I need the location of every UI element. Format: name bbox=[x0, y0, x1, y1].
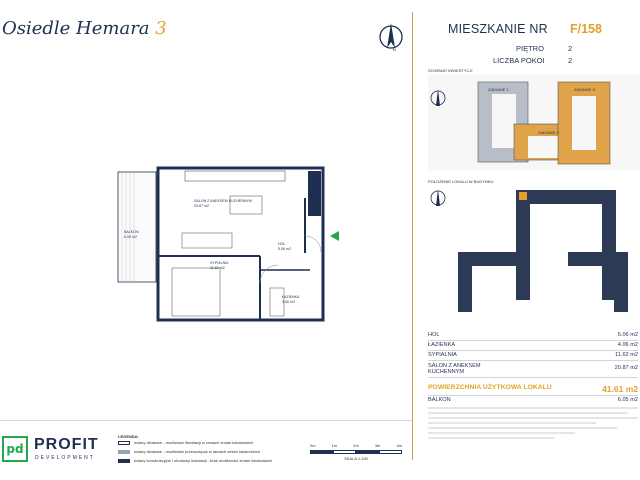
scale-tick: 0m bbox=[310, 443, 316, 448]
area-row-label: BALKON bbox=[428, 397, 451, 403]
room-label-lazienka: ŁAZIENKA bbox=[282, 295, 300, 299]
floor-label: PIĘTRO bbox=[516, 44, 544, 53]
project-title-text: Osiedle Hemara bbox=[2, 18, 150, 39]
area-row-label: SALON Z ANEKSEM KUCHENNYM bbox=[428, 363, 481, 375]
legend-item bbox=[118, 440, 272, 445]
rooms-label: LICZBA POKOI bbox=[493, 56, 545, 65]
project-title bbox=[2, 18, 167, 39]
scale-segments bbox=[310, 450, 402, 454]
scale-ticks bbox=[310, 443, 402, 448]
legend-text: ściany konstrukcyjne i obudowy instalacji - brak możliwości zmian lokatorskich bbox=[134, 458, 273, 463]
footer-divider bbox=[0, 420, 412, 421]
site-label-zadanie-2: ZADANIE 2 bbox=[538, 130, 559, 135]
area-row-label: HOL bbox=[428, 332, 440, 338]
area-row-label: SYPIALNIA bbox=[428, 352, 457, 358]
scale-tick: 4m bbox=[396, 443, 402, 448]
floor-value: 2 bbox=[568, 44, 573, 53]
scale-tick: 1m bbox=[331, 443, 338, 448]
site-plan-label: SCHEMAT INWESTYCJI bbox=[428, 68, 473, 73]
scale-bar bbox=[310, 443, 402, 461]
room-area-balkon: 6.05 m2 bbox=[124, 235, 137, 239]
area-row-value: 4.06 m2 bbox=[617, 342, 638, 348]
scale-label: SKALA 1:100 bbox=[344, 456, 368, 461]
site-label-zadanie-1: ZADANIE 1 bbox=[488, 87, 509, 92]
area-row-value: 6.05 m2 bbox=[617, 397, 638, 403]
north-arrow-icon bbox=[378, 22, 404, 52]
legend-swatch bbox=[118, 459, 130, 463]
apartment-label: MIESZKANIE NR bbox=[448, 22, 548, 36]
room-area-lazienka: 4.06 m2 bbox=[282, 300, 295, 304]
scale-tick: 3m bbox=[374, 443, 381, 448]
area-row-salon bbox=[428, 362, 638, 376]
company-name: PROFIT bbox=[34, 436, 99, 453]
area-row-balkon bbox=[428, 396, 638, 405]
logo-letters: pd bbox=[6, 442, 24, 456]
room-label-balkon: BALKON bbox=[124, 230, 139, 234]
fine-print bbox=[428, 407, 638, 439]
area-row-value: 5.06 m2 bbox=[617, 332, 638, 338]
area-row-total bbox=[428, 383, 638, 394]
legend-text: ściany działowe - możliwość przesunięcia w ramach zmian lokatorskich bbox=[134, 449, 261, 454]
total-area-label: POWIERZCHNIA UŻYTKOWA LOKALU bbox=[428, 384, 552, 391]
apartment-location-marker bbox=[519, 192, 527, 200]
gold-divider bbox=[412, 12, 413, 460]
site-label-zadanie-3: ZADANIE 3 bbox=[574, 87, 595, 92]
svg-text:N: N bbox=[393, 47, 396, 52]
scale-tick: 2m bbox=[353, 443, 359, 448]
room-label-hol: HOL bbox=[278, 242, 286, 246]
legend-title: LEGENDA: bbox=[118, 434, 139, 439]
legend bbox=[118, 440, 272, 463]
room-label-sypialnia: SYPIALNIA bbox=[210, 261, 229, 265]
area-row-sypialnia bbox=[428, 351, 638, 360]
building-location-plan bbox=[428, 184, 640, 320]
location-label: POŁOŻENIE LOKALU W BUDYNKU bbox=[428, 179, 494, 184]
legend-swatch bbox=[118, 441, 130, 445]
company-sub: DEVELOPMENT bbox=[35, 455, 95, 461]
company-logo-icon bbox=[2, 436, 28, 462]
legend-swatch bbox=[118, 450, 130, 454]
area-row-value: 11.62 m2 bbox=[615, 352, 638, 358]
divider bbox=[428, 360, 638, 361]
room-area-salon: 20.87 m2 bbox=[194, 204, 209, 208]
room-label-salon: SALON Z ANEKSEM KUCHENNYM bbox=[194, 199, 252, 203]
area-row-hol bbox=[428, 331, 638, 340]
legend-text: ściany działowe - możliwość likwidacji w ramach zmian lokatorskich bbox=[134, 440, 254, 445]
room-area-sypialnia: 11.62 m2 bbox=[210, 266, 225, 270]
floor-plan bbox=[110, 158, 340, 333]
site-plan bbox=[428, 74, 640, 170]
area-row-value: 20.87 m2 bbox=[614, 365, 638, 371]
apartment-number: F/158 bbox=[570, 22, 602, 36]
divider bbox=[428, 377, 638, 378]
legend-item bbox=[118, 458, 272, 463]
legend-item bbox=[118, 449, 272, 454]
room-area-hol: 5.06 m2 bbox=[278, 247, 291, 251]
project-title-number: 3 bbox=[155, 18, 167, 39]
area-row-label: ŁAZIENKA bbox=[428, 342, 456, 348]
area-row-lazienka bbox=[428, 341, 638, 350]
rooms-value: 2 bbox=[568, 56, 573, 65]
total-area-value: 41.61 m2 bbox=[602, 384, 638, 394]
